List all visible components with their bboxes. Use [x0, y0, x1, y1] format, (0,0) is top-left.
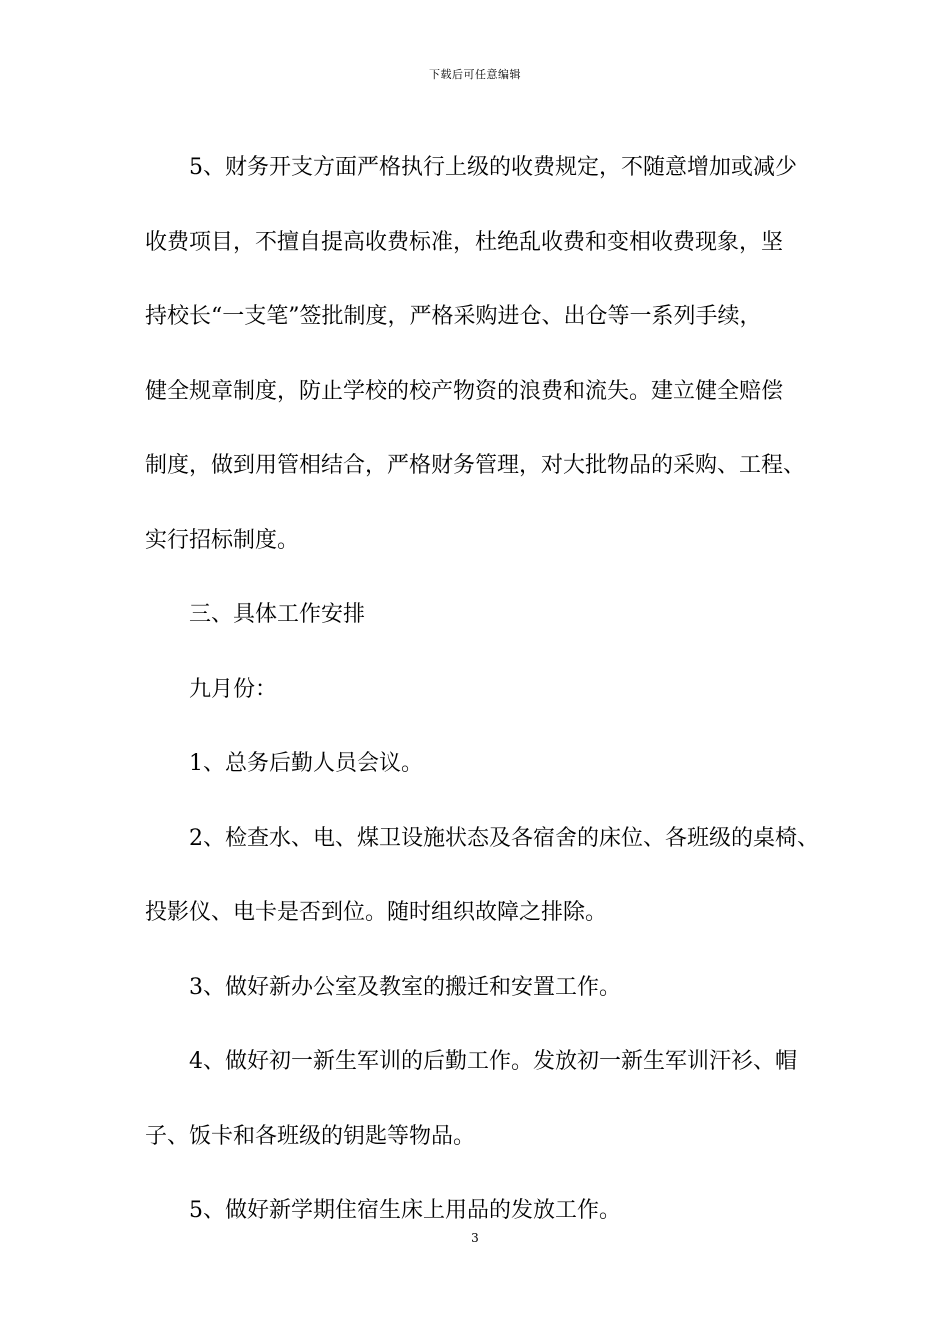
- list-item: 5、做好新学期住宿生床上用品的发放工作。: [189, 1198, 621, 1223]
- list-item-continuation: 子、饭卡和各班级的钥匙等物品。: [145, 1123, 476, 1149]
- list-item: 3、做好新办公室及教室的搬迁和安置工作。: [189, 974, 621, 1000]
- page-number: 3: [471, 1231, 479, 1245]
- paragraph-line: 收费项目，不擅自提高收费标准，杜绝乱收费和变相收费现象，坚: [145, 229, 784, 255]
- paragraph-line: 健全规章制度，防止学校的校产物资的浪费和流失。建立健全赔偿: [145, 378, 784, 404]
- list-item: 2、检查水、电、煤卫设施状态及各宿舍的床位、各班级的桌椅、: [189, 825, 819, 851]
- month-heading: 九月份：: [189, 676, 278, 702]
- section-heading: 三、具体工作安排: [189, 602, 366, 627]
- page-header-note: 下载后可任意编辑: [429, 68, 521, 81]
- list-item: 4、做好初一新生军训的后勤工作。发放初一新生军训汗衫、帽: [189, 1049, 797, 1074]
- paragraph-line: 制度，做到用管相结合，严格财务管理，对大批物品的采购、工程、: [145, 453, 806, 478]
- document-body: [145, 131, 835, 1249]
- paragraph-line: 5、财务开支方面严格执行上级的收费规定，不随意增加或减少: [189, 155, 797, 180]
- list-item: 1、总务后勤人员会议。: [189, 751, 423, 776]
- list-item-continuation: 投影仪、电卡是否到位。随时组织故障之排除。: [145, 900, 608, 925]
- paragraph-line: 实行招标制度。: [145, 527, 300, 553]
- paragraph-line: 持校长“一支笔”签批制度，严格采购进仓、出仓等一系列手续，: [145, 304, 762, 329]
